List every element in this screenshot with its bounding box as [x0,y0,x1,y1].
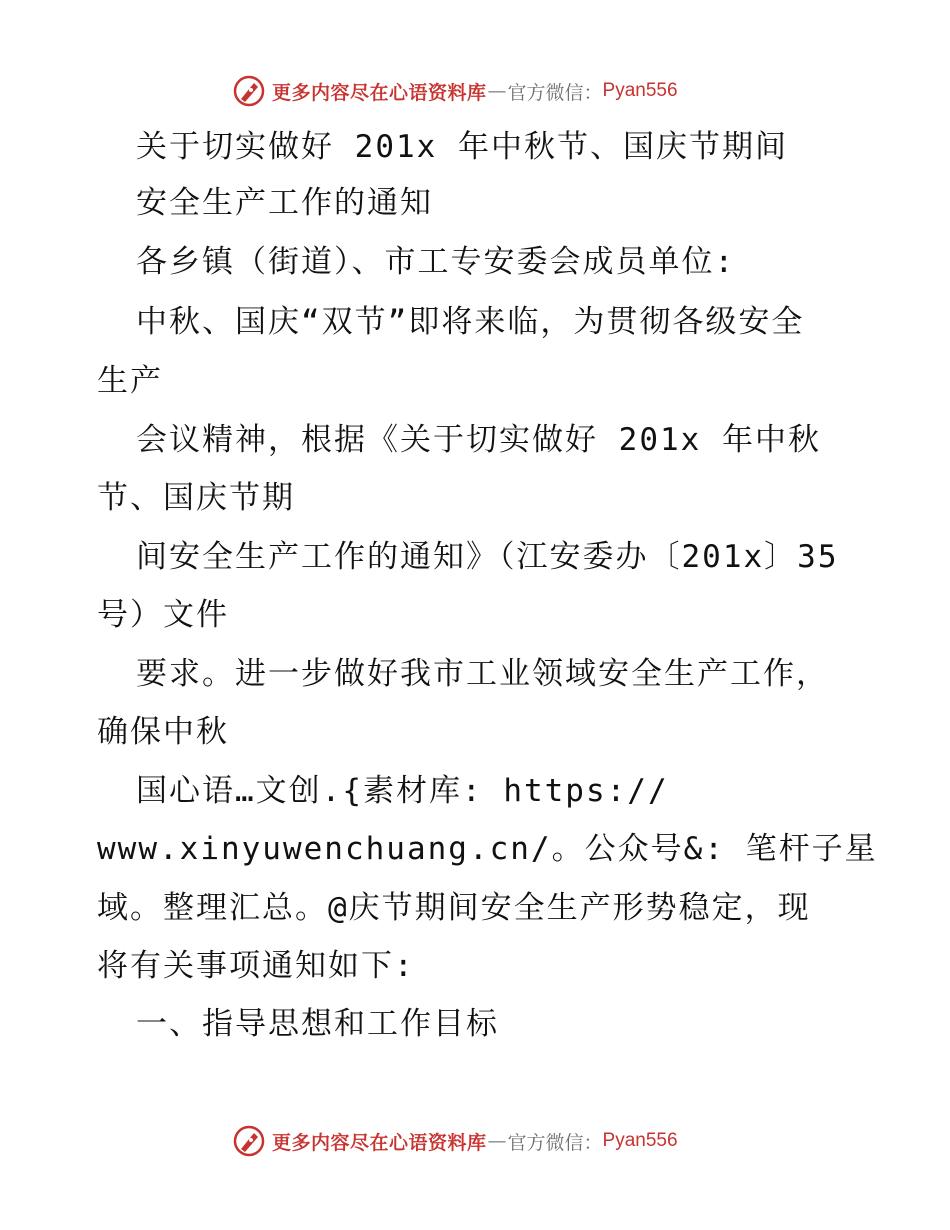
banner-wechat-label: 官方微信： [507,81,603,104]
banner-dash: — [487,80,507,102]
body-line: 国心语…文创.{素材库: https:// [136,773,669,809]
banner-wechat-id: Pyan556 [602,1130,678,1151]
body-line: 域。整理汇总。@庆节期间安全生产形势稳定，现 [97,890,811,926]
body-line: 号）文件 [97,597,229,633]
banner-wechat-id: Pyan556 [602,80,678,101]
body-line: 间安全生产工作的通知》（江安委办〔201x〕35 [136,539,839,575]
doc-title-line-2: 安全生产工作的通知 [136,185,433,221]
banner-main-text: 更多内容尽在心语资料库 [272,1131,487,1154]
doc-title-line-1: 关于切实做好 201x 年中秋节、国庆节期间 [136,129,788,165]
section-heading: 一、指导思想和工作目标 [136,1006,499,1042]
body-line: 将有关事项通知如下: [97,948,415,984]
banner-main-text: 更多内容尽在心语资料库 [272,81,487,104]
body-line: 生产 [97,363,163,399]
body-line: 中秋、国庆“双节”即将来临，为贯彻各级安全 [136,304,805,340]
banner-wechat-label: 官方微信： [507,1131,603,1154]
header-watermark-banner [232,72,678,110]
body-line: 节、国庆节期 [97,480,295,516]
doc-addressee: 各乡镇（街道）、市工专安委会成员单位: [136,244,736,280]
body-line: 会议精神，根据《关于切实做好 201x 年中秋 [136,422,821,458]
pen-nib-logo-icon [232,1124,266,1158]
body-line: 要求。进一步做好我市工业领域安全生产工作， [136,656,829,692]
footer-watermark-banner [232,1122,678,1160]
body-line: 确保中秋 [97,714,229,750]
banner-dash: — [487,1130,507,1152]
pen-nib-logo-icon [232,74,266,108]
body-line: www.xinyuwenchuang.cn/。公众号&: 笔杆子星 [97,831,878,867]
